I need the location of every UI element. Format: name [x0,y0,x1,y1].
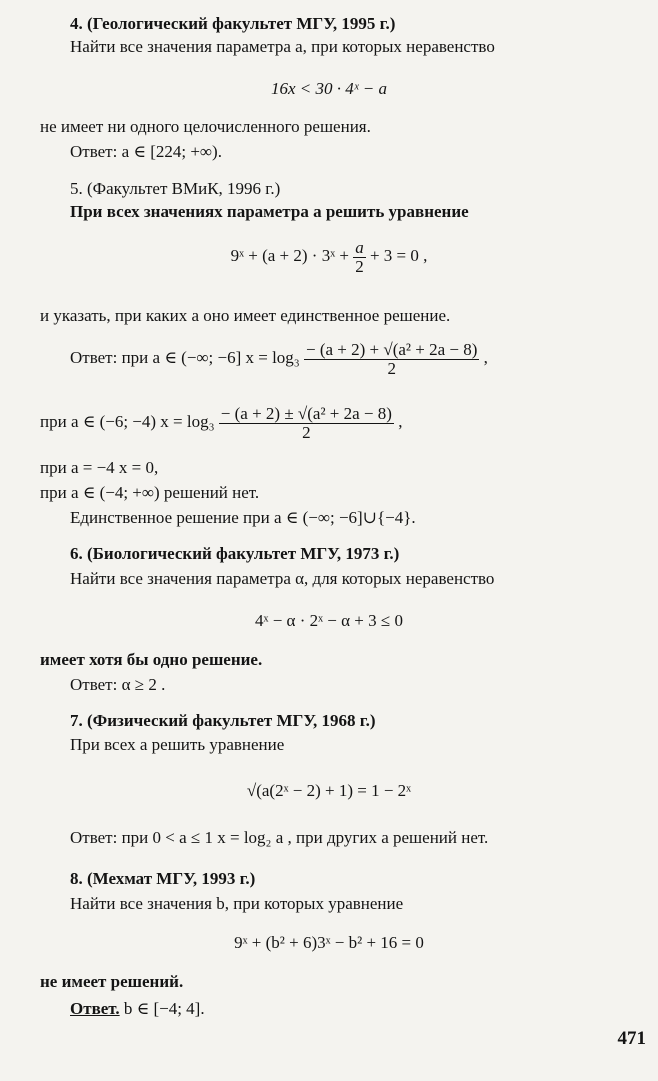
problem-4-task: Найти все значения параметра a, при которых неравенство [70,37,495,56]
problem-6-continuation: имеет хотя бы одно решение. [40,650,263,669]
problem-5-formula-left: 9ˣ + (a + 2) · 3ˣ + [230,246,349,265]
answer-2-left: при a ∈ (−6; −4) x = log₃ [40,412,215,431]
problem-6-formula: 4ˣ − α · 2ˣ − α + 3 ≤ 0 [255,611,403,630]
problem-7-heading: 7. (Физический факультет МГУ, 1968 г.) [70,711,376,730]
problem-4-answer: Ответ: a ∈ [224; +∞). [70,142,222,161]
problem-8-formula: 9ˣ + (b² + 6)3ˣ − b² + 16 = 0 [234,933,424,952]
problem-6-heading: 6. (Биологический факультет МГУ, 1973 г.) [70,544,400,563]
problem-5-answer-line-5: Единственное решение при a ∈ (−∞; −6]∪{−4}. [70,508,416,527]
answer-2-fraction [219,405,394,442]
page-number: 471 [617,1028,646,1049]
problem-4-heading: 4. (Геологический факультет МГУ, 1995 г.) [70,14,396,33]
problem-5-heading: 5. (Факультет ВМиК, 1996 г.) [70,179,281,198]
answer-1-fraction [304,341,479,378]
problem-5-formula-fraction [353,239,366,276]
problem-5-answer-line-3: при a = −4 x = 0, [40,458,159,477]
problem-4-continuation: не имеет ни одного целочисленного решения. [40,117,371,136]
problem-8-continuation: не имеет решений. [40,972,184,991]
answer-2-tail: , [398,412,403,431]
answer-1-tail: , [483,348,488,367]
problem-7-formula: √(a(2ˣ − 2) + 1) = 1 − 2ˣ [246,781,412,800]
answer-2-denominator: 2 [302,422,311,442]
problem-6-answer: Ответ: α ≥ 2 . [70,675,166,694]
problem-5-formula [0,236,658,276]
problem-4-formula: 16x < 30 · 4ˣ − a [270,79,388,98]
problem-5-continuation: и указать, при каких a оно имеет единственное решение. [40,306,451,325]
problem-8-heading: 8. (Мехмат МГУ, 1993 г.) [70,869,256,888]
answer-2-numerator: − (a + 2) ± √(a² + 2a − 8) [220,403,392,423]
answer-1-left: Ответ: при a ∈ (−∞; −6] x = log₃ [70,348,300,367]
problem-6-task: Найти все значения параметра α, для которых неравенство [70,569,495,588]
problem-8-task: Найти все значения b, при которых уравнение [70,894,404,913]
problem-8-answer [70,999,205,1019]
problem-5-formula-numerator: a [355,237,364,257]
problem-5-formula-denominator: 2 [355,256,364,276]
problem-8-answer-value: b ∈ [−4; 4]. [119,999,205,1018]
problem-8-answer-label: Ответ. [70,999,120,1018]
answer-1-denominator: 2 [387,358,396,378]
problem-5-answer-line-4: при a ∈ (−4; +∞) решений нет. [40,483,260,502]
answer-1-numerator: − (a + 2) + √(a² + 2a − 8) [305,339,478,359]
problem-7-task: При всех a решить уравнение [70,735,285,754]
problem-5-task: При всех значениях параметра a решить уравнение [70,202,469,221]
problem-7-answer: Ответ: при 0 < a ≤ 1 x = log₂ a , при других a решений нет. [70,828,489,847]
problem-5-formula-right: + 3 = 0 , [369,246,428,265]
problem-5-answer-line-1 [70,338,488,378]
problem-5-answer-line-2 [40,402,402,442]
